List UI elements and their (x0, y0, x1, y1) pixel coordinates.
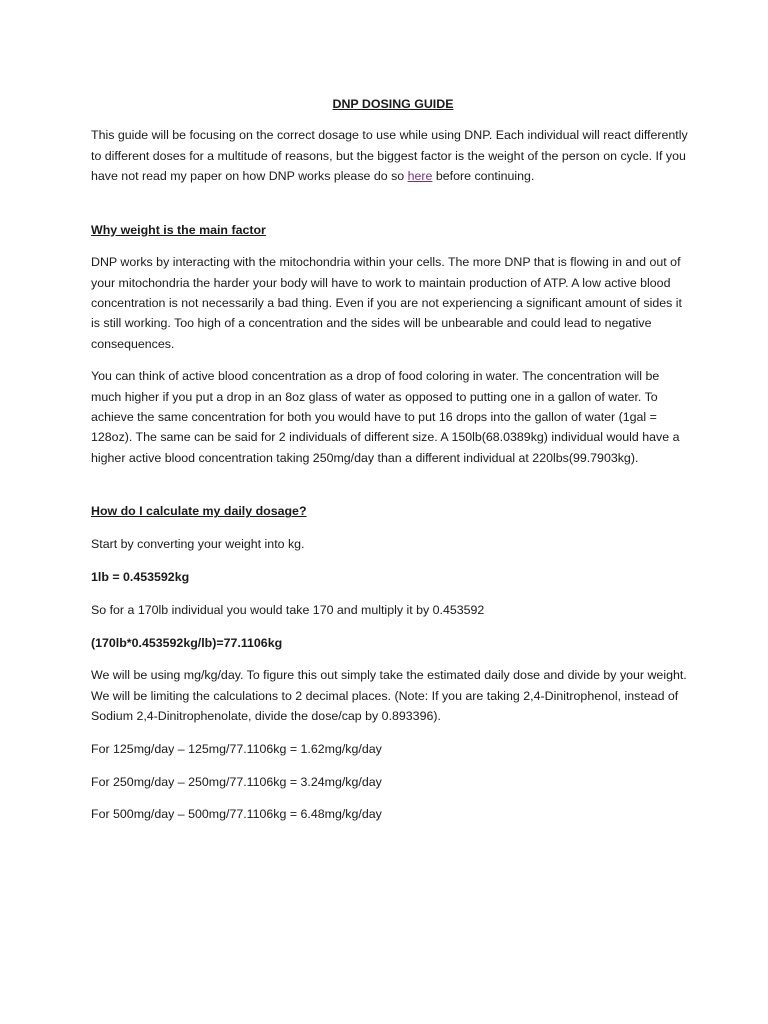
spacer (91, 480, 691, 501)
calculation-formula: (170lb*0.453592kg/lb)=77.1106kg (91, 635, 283, 650)
paragraph: You can think of active blood concentration as a drop of food coloring in water. The concentration will be much higher if you put a drop in an 8oz glass of water as opposed to putting one in a gallon of water. To achieve the same concentration for both you would have to put 16 drops into the gallon of water (1gal = 128oz). The same can be said for 2 individuals of different size. A 150lb(68.0389kg) individual would have a higher active blood concentration taking 250mg/day than a different individual at 220lbs(99.7903kg). (91, 369, 680, 465)
intro-text-end: before continuing. (432, 168, 535, 183)
dose-example: For 500mg/day – 500mg/77.1106kg = 6.48mg/kg/day (91, 807, 382, 822)
document-title: DNP DOSING GUIDE (332, 97, 454, 111)
section-heading-dosage: How do I calculate my daily dosage? (91, 504, 307, 519)
conversion-formula: 1lb = 0.453592kg (91, 570, 190, 585)
spacer (91, 199, 691, 220)
paragraph: We will be using mg/kg/day. To figure this out simply take the estimated daily dose and divide by your weight. We will be limiting the calculations to 2 decimal places. (Note: If you are taking 2,4-Dinitrophenol, instead of Sodium 2,4-Dinitrophenolate, divide the dose/cap by 0.893396). (91, 668, 687, 724)
dose-example: For 250mg/day – 250mg/77.1106kg = 3.24mg/kg/day (91, 774, 382, 789)
section-heading-weight: Why weight is the main factor (91, 222, 266, 237)
intro-paragraph (91, 125, 691, 186)
intro-text: This guide will be focusing on the correct dosage to use while using DNP. Each individual will react differently to different doses for a multitude of reasons, but the biggest factor is the weight of the person on cycle. If you have not read my paper on how DNP works please do so (91, 128, 688, 183)
document-page (91, 94, 691, 837)
paragraph: DNP works by interacting with the mitochondria within your cells. The more DNP that is flowing in and out of your mitochondria the harder your body will have to work to maintain production of ATP. A low active blood concentration is not necessarily a bad thing. Even if you are not experiencing a significant amount of sides it is still working. Too high of a concentration and the sides will be unbearable and could lead to negative consequences. (91, 255, 682, 351)
here-link[interactable]: here (407, 168, 433, 183)
dose-example: For 125mg/day – 125mg/77.1106kg = 1.62mg/kg/day (91, 741, 382, 756)
paragraph: So for a 170lb individual you would take 170 and multiply it by 0.453592 (91, 602, 485, 617)
paragraph: Start by converting your weight into kg. (91, 537, 305, 552)
